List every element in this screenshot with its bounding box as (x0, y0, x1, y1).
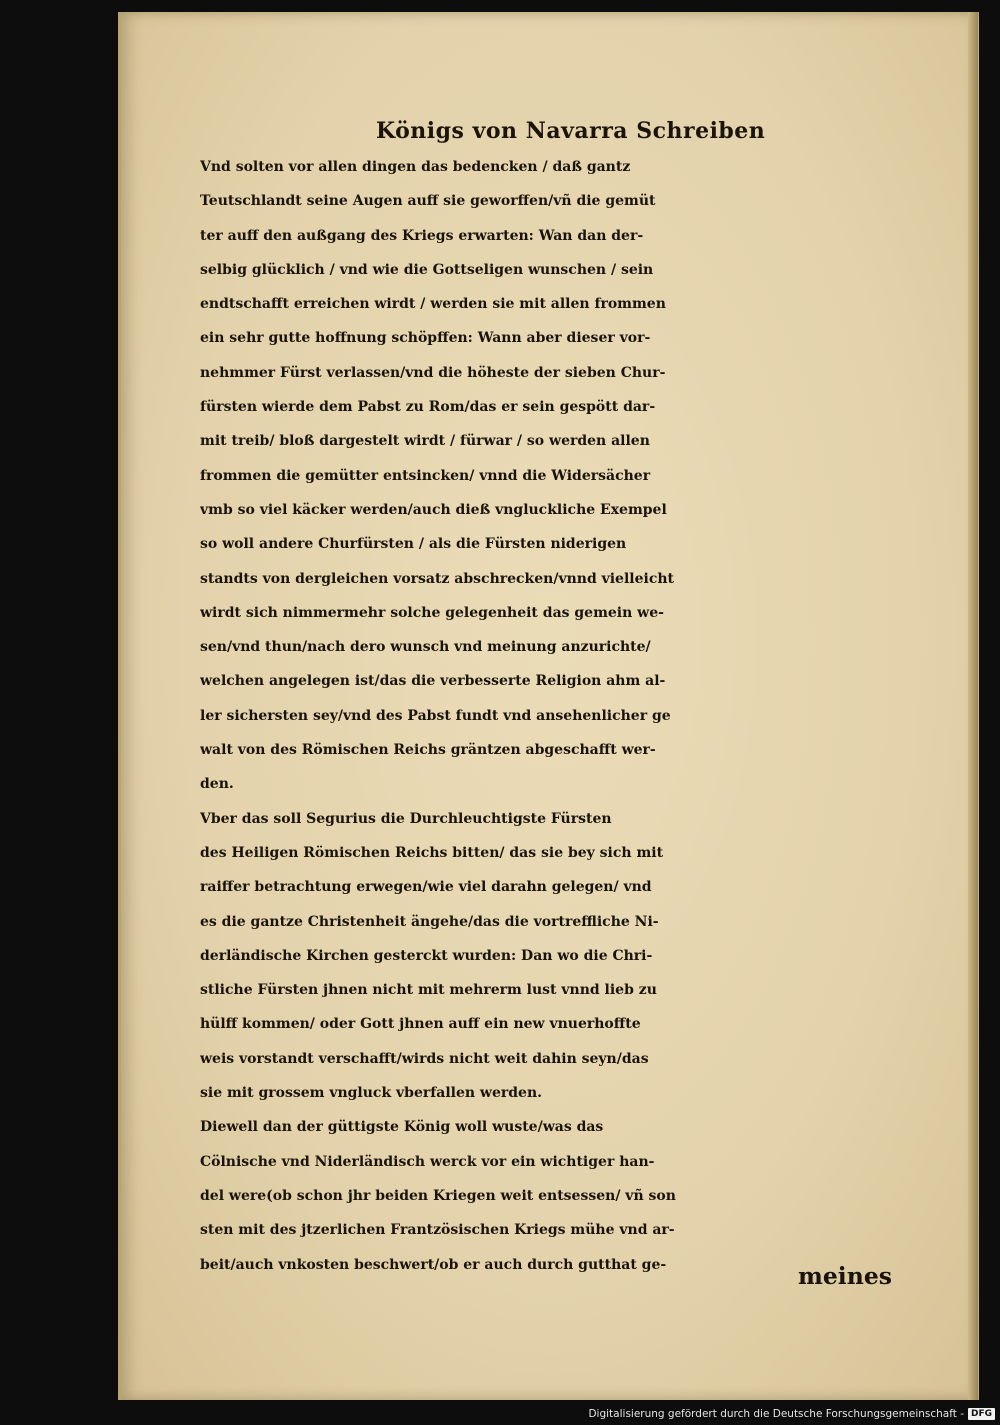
text-line: wirdt sich nimmermehr solche gelegenheit das gemein we- (200, 604, 664, 621)
text-line: Cölnische vnd Niderländisch werck vor ein wichtiger han- (200, 1153, 655, 1170)
running-head: Königs von Navarra Schreiben (376, 118, 766, 144)
text-line: standts von dergleichen vorsatz abschrecken/vnnd vielleicht (200, 570, 674, 587)
text-line: es die gantze Christenheit ängehe/das die vortreffliche Ni- (200, 913, 659, 930)
text-line: ein sehr gutte hoffnung schöpffen: Wann aber dieser vor- (200, 330, 651, 347)
text-line: Vnd solten vor allen dingen das bedencken / daß gantz (200, 159, 631, 175)
text-line: vmb so viel käcker werden/auch dieß vngluckliche Exempel (200, 501, 667, 518)
dfg-logo: DFG (968, 1408, 995, 1420)
text-line: sie mit grossem vngluck vberfallen werden. (200, 1085, 542, 1102)
text-line: so woll andere Churfürsten / als die Fürsten niderigen (200, 536, 627, 553)
text-line: derländische Kirchen gesterckt wurden: Dan wo die Chri- (200, 947, 653, 964)
text-line: beit/auch vnkosten beschwert/ob er auch durch gutthat ge- (200, 1256, 667, 1273)
text-line: ter auff den außgang des Kriegs erwarten: Wan dan der- (200, 227, 644, 244)
text-line: sen/vnd thun/nach dero wunsch vnd meinung anzurichte/ (200, 639, 651, 656)
text-line: den. (200, 776, 234, 793)
body-text (200, 150, 900, 1282)
footer-credit (570, 1407, 995, 1421)
page-edge (968, 12, 978, 1400)
text-line: raiffer betrachtung erwegen/wie viel darahn gelegen/ vnd (200, 879, 652, 896)
text-line: Vber das soll Segurius die Durchleuchtigste Fürsten (200, 810, 612, 827)
text-line: endtschafft erreichen wirdt / werden sie mit allen frommen (200, 296, 666, 313)
text-line: nehmmer Fürst verlassen/vnd die höheste der sieben Chur- (200, 364, 666, 381)
text-line: del were(ob schon jhr beiden Kriegen weit entsessen/ vñ son (200, 1187, 676, 1204)
text-line: hülff kommen/ oder Gott jhnen auff ein new vnuerhoffte (200, 1016, 641, 1033)
text-line: walt von des Römischen Reichs gräntzen abgeschafft wer- (200, 742, 656, 759)
text-line: welchen angelegen ist/das die verbesserte Religion ahm al- (200, 673, 666, 690)
funding-credit-text: Digitalisierung gefördert durch die Deutsche Forschungsgemeinschaft - (588, 1408, 964, 1420)
text-line: Teutschlandt seine Augen auff sie geworffen/vñ die gemüt (200, 193, 656, 210)
text-line: mit treib/ bloß dargestelt wirdt / fürwar / so werden allen (200, 433, 650, 450)
text-line: weis vorstandt verschafft/wirds nicht weit dahin seyn/das (200, 1050, 649, 1067)
text-line: selbig glücklich / vnd wie die Gottseligen wunschen / sein (200, 261, 654, 278)
text-line: ler sichersten sey/vnd des Pabst fundt vnd ansehenlicher ge (200, 707, 671, 724)
catchword: meines (797, 1262, 892, 1290)
text-line: sten mit des jtzerlichen Frantzösischen Kriegs mühe vnd ar- (200, 1222, 675, 1239)
text-line: Diewell dan der güttigste König woll wuste/was das (200, 1119, 604, 1136)
text-line: fürsten wierde dem Pabst zu Rom/das er sein gespött dar- (200, 399, 656, 416)
text-line: des Heiligen Römischen Reichs bitten/ das sie bey sich mit (200, 844, 664, 861)
text-line: frommen die gemütter entsincken/ vnnd die Widersächer (200, 467, 651, 484)
text-line: stliche Fürsten jhnen nicht mit mehrerm lust vnnd lieb zu (200, 982, 657, 999)
